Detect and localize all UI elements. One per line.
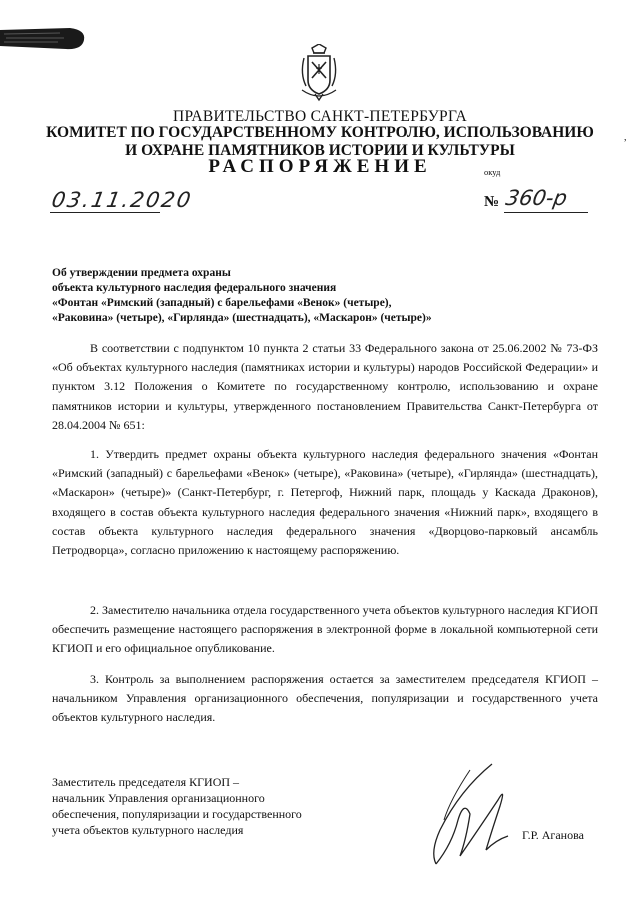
signatory-name: Г.Р. Аганова xyxy=(522,828,584,842)
position-line-4: учета объектов культурного наследия xyxy=(52,823,244,837)
signatory-position xyxy=(52,774,332,838)
document-number: 360-р xyxy=(503,186,570,210)
subject-line-2: объекта культурного наследия федерального значения xyxy=(52,282,337,294)
document-subject xyxy=(52,266,572,326)
number-underline xyxy=(504,212,588,213)
preamble-paragraph xyxy=(52,339,598,435)
subject-line-1: Об утверждении предмета охраны xyxy=(52,267,231,279)
subject-line-4: «Раковина» (четыре), «Гирлянда» (шестнадцать), «Маскарон» (четыре)» xyxy=(52,312,432,324)
number-label: № xyxy=(484,194,500,210)
item-1-paragraph xyxy=(52,445,598,560)
committee-line-1: КОМИТЕТ ПО ГОСУДАРСТВЕННОМУ КОНТРОЛЮ, ИСПОЛЬЗОВАНИЮ xyxy=(46,124,594,141)
subject-line-3: «Фонтан «Римский (западный) с барельефами «Венок» (четыре), xyxy=(52,297,392,309)
scan-mark-icon xyxy=(0,24,88,54)
position-line-2: начальник Управления организационного xyxy=(52,791,265,805)
document-type: РАСПОРЯЖЕНИЕ xyxy=(208,156,432,177)
item-3-text: 3. Контроль за выполнением распоряжения остается за заместителем председателя КГИОП – начальником Управления организационного обеспечения, популяризации и государственного учета объектов культурного наследия. xyxy=(52,672,598,725)
document-date: 03.11.2020 xyxy=(49,188,195,212)
preamble-text: В соответствии с подпунктом 10 пункта 2 статьи 33 Федерального закона от 25.06.2002 № 73-ФЗ «Об объектах культурного наследия (памятниках истории и культуры) народов Российской Федерации» и пунктом 3.12 Положения о Комитете по государственному контролю, использованию и охране памятников истории и культуры, утвержденного постановлением Правительства Санкт-Петербурга от 28.04.2004 № 651: xyxy=(52,341,598,432)
item-1-text: 1. Утвердить предмет охраны объекта культурного наследия федерального значения «Фонтан «Римский (западный) с барельефами «Венок» (четыре), «Раковина» (четыре), «Гирлянда» (шестнадцать), «Маскарон» (четыре)» (Санкт-Петербург, г. Петергоф, Нижний парк, площадь у Каскада Драконов), входящего в состав объекта культурного наследия федерального значения «Нижний парк», входящего в состав объекта культурного наследия федерального значения «Дворцово-парковый ансамбль Петродворца», согласно приложению к настоящему распоряжению. xyxy=(52,447,598,558)
item-3-paragraph xyxy=(52,670,598,728)
date-underline xyxy=(50,212,160,213)
committee-title xyxy=(40,124,600,160)
government-title: ПРАВИТЕЛЬСТВО САНКТ-ПЕТЕРБУРГА xyxy=(172,108,468,125)
margin-mark: , xyxy=(624,132,627,143)
committee-line-2: И ОХРАНЕ ПАМЯТНИКОВ ИСТОРИИ И КУЛЬТУРЫ xyxy=(125,142,515,159)
okud-label: окуд xyxy=(484,167,501,177)
position-line-3: обеспечения, популяризации и государственного xyxy=(52,807,302,821)
item-2-text: 2. Заместителю начальника отдела государственного учета объектов культурного наследия КГИОП обеспечить размещение настоящего распоряжения в электронной форме в локальной компьютерной сети КГИОП и его официальное опубликование. xyxy=(52,603,598,656)
item-2-paragraph xyxy=(52,601,598,659)
signature-icon xyxy=(400,760,530,870)
coat-of-arms-icon xyxy=(296,44,342,102)
position-line-1: Заместитель председателя КГИОП – xyxy=(52,775,240,789)
